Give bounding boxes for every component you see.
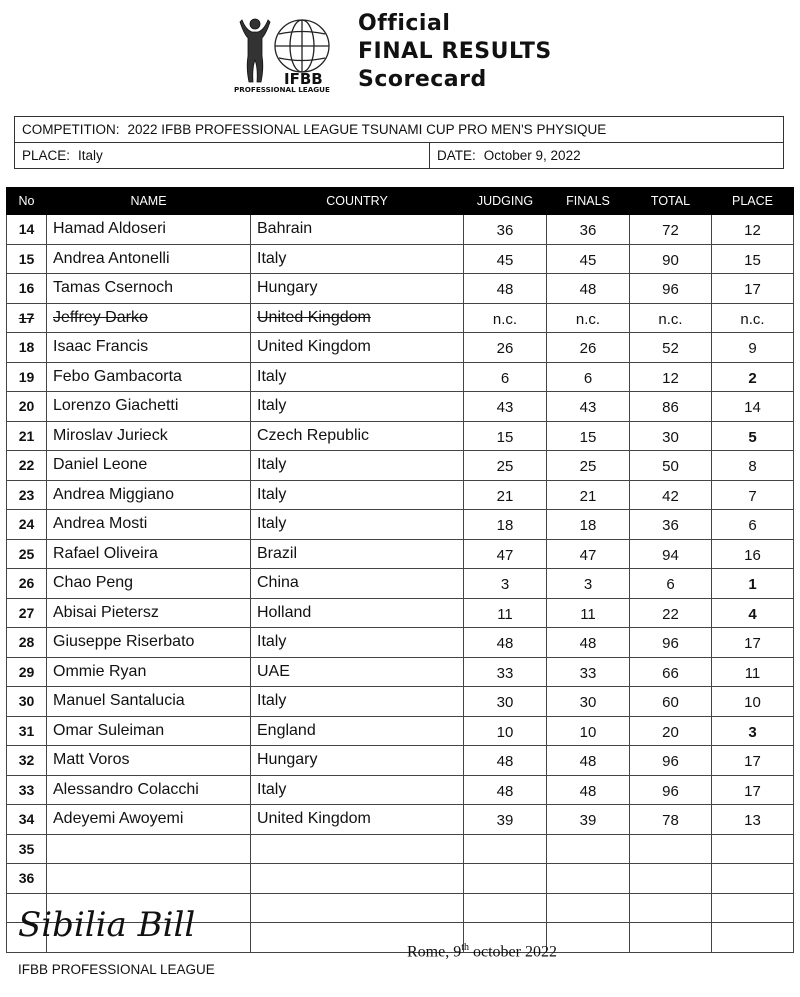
cell-country: Italy [251, 775, 464, 805]
table-row [7, 657, 794, 687]
cell-judging: 48 [464, 628, 547, 658]
cell-total: 20 [630, 716, 712, 746]
cell-no: 20 [7, 392, 47, 422]
date-cell [430, 143, 784, 169]
cell-judging: n.c. [464, 303, 547, 333]
results-table [6, 187, 794, 953]
table-row [7, 775, 794, 805]
date-label: DATE: [437, 148, 476, 163]
cell-name: Abisai Pietersz [47, 598, 251, 628]
cell-judging: 3 [464, 569, 547, 599]
cell-finals [547, 864, 630, 894]
cell-finals: 48 [547, 628, 630, 658]
cell-name: Hamad Aldoseri [47, 215, 251, 245]
cell-no: 29 [7, 657, 47, 687]
cell-no: 36 [7, 864, 47, 894]
cell-name: Jeffrey Darko [47, 303, 251, 333]
table-row [7, 864, 794, 894]
cell-total: 96 [630, 628, 712, 658]
cell-no: 34 [7, 805, 47, 835]
cell-total: 94 [630, 539, 712, 569]
cell-judging: 48 [464, 775, 547, 805]
cell-country: England [251, 716, 464, 746]
table-row [7, 421, 794, 451]
cell-finals: 6 [547, 362, 630, 392]
cell-finals [547, 834, 630, 864]
title-line-2: FINAL RESULTS [358, 39, 552, 64]
cell-no: 15 [7, 244, 47, 274]
cell-no: 16 [7, 274, 47, 304]
cell-place: 13 [712, 805, 794, 835]
cell-finals: n.c. [547, 303, 630, 333]
cell-country: Italy [251, 687, 464, 717]
table-row [7, 628, 794, 658]
cell-finals [547, 893, 630, 923]
signature-organization: IFBB PROFESSIONAL LEAGUE [18, 962, 215, 977]
cell-no: 19 [7, 362, 47, 392]
place-cell [15, 143, 430, 169]
cell-name [47, 864, 251, 894]
cell-finals: 26 [547, 333, 630, 363]
cell-total: 96 [630, 775, 712, 805]
results-body [7, 215, 794, 953]
cell-judging: 33 [464, 657, 547, 687]
table-row [7, 746, 794, 776]
place-value: Italy [78, 148, 103, 163]
cell-total: 22 [630, 598, 712, 628]
cell-place: n.c. [712, 303, 794, 333]
cell-place: 7 [712, 480, 794, 510]
date-value: October 9, 2022 [483, 148, 581, 163]
table-row [7, 539, 794, 569]
cell-place: 15 [712, 244, 794, 274]
cell-name: Isaac Francis [47, 333, 251, 363]
cell-country: Italy [251, 362, 464, 392]
cell-total [630, 893, 712, 923]
cell-place: 6 [712, 510, 794, 540]
cell-total: 96 [630, 746, 712, 776]
cell-name: Febo Gambacorta [47, 362, 251, 392]
title-line-1: Official [358, 11, 451, 36]
cell-total: 86 [630, 392, 712, 422]
cell-finals [547, 923, 630, 953]
cell-name: Adeyemi Awoyemi [47, 805, 251, 835]
cell-total: 52 [630, 333, 712, 363]
header-finals: FINALS [547, 188, 630, 215]
table-header-row [7, 188, 794, 215]
globe-icon [275, 20, 329, 72]
header-place: PLACE [712, 188, 794, 215]
cell-name: Ommie Ryan [47, 657, 251, 687]
cell-finals: 48 [547, 746, 630, 776]
cell-judging: 48 [464, 274, 547, 304]
cell-judging: 11 [464, 598, 547, 628]
cell-judging: 45 [464, 244, 547, 274]
cell-no: 24 [7, 510, 47, 540]
cell-total: 6 [630, 569, 712, 599]
header-no: No [7, 188, 47, 215]
header-country: COUNTRY [251, 188, 464, 215]
cell-judging: 43 [464, 392, 547, 422]
cell-no: 26 [7, 569, 47, 599]
cell-finals: 33 [547, 657, 630, 687]
document-title [358, 10, 552, 94]
cell-country: United Kingdom [251, 333, 464, 363]
cell-country: Italy [251, 628, 464, 658]
cell-place: 11 [712, 657, 794, 687]
cell-country: Italy [251, 244, 464, 274]
table-row [7, 805, 794, 835]
cell-no: 33 [7, 775, 47, 805]
cell-country: United Kingdom [251, 303, 464, 333]
table-row [7, 333, 794, 363]
cell-judging: 15 [464, 421, 547, 451]
cell-country [251, 834, 464, 864]
cell-total: 66 [630, 657, 712, 687]
cell-place: 14 [712, 392, 794, 422]
competition-info-box [14, 116, 784, 169]
cell-name: Chao Peng [47, 569, 251, 599]
cell-no: 17 [7, 303, 47, 333]
cell-finals: 10 [547, 716, 630, 746]
cell-no: 21 [7, 421, 47, 451]
cell-place: 2 [712, 362, 794, 392]
cell-total: 42 [630, 480, 712, 510]
cell-country: Italy [251, 480, 464, 510]
cell-country: Italy [251, 451, 464, 481]
cell-judging: 47 [464, 539, 547, 569]
table-row [7, 244, 794, 274]
cell-finals: 47 [547, 539, 630, 569]
cell-total: 50 [630, 451, 712, 481]
cell-place: 17 [712, 775, 794, 805]
place-date [407, 942, 557, 961]
cell-no: 22 [7, 451, 47, 481]
cell-name: Andrea Miggiano [47, 480, 251, 510]
cell-place: 12 [712, 215, 794, 245]
cell-place: 17 [712, 628, 794, 658]
cell-no: 31 [7, 716, 47, 746]
cell-no: 18 [7, 333, 47, 363]
cell-judging [464, 893, 547, 923]
cell-name: Matt Voros [47, 746, 251, 776]
cell-total: 78 [630, 805, 712, 835]
cell-judging: 18 [464, 510, 547, 540]
cell-name: Miroslav Jurieck [47, 421, 251, 451]
header-name: NAME [47, 188, 251, 215]
cell-place: 16 [712, 539, 794, 569]
cell-place: 4 [712, 598, 794, 628]
competition-label: COMPETITION: [22, 122, 120, 137]
cell-place: 17 [712, 746, 794, 776]
cell-country: UAE [251, 657, 464, 687]
cell-name: Tamas Csernoch [47, 274, 251, 304]
cell-no: 27 [7, 598, 47, 628]
cell-judging: 36 [464, 215, 547, 245]
cell-name: Lorenzo Giachetti [47, 392, 251, 422]
table-row [7, 362, 794, 392]
cell-country: China [251, 569, 464, 599]
table-row [7, 569, 794, 599]
header-total: TOTAL [630, 188, 712, 215]
signature: Sibilia Bill [18, 905, 196, 945]
place-date-suffix: th [461, 942, 469, 953]
table-row [7, 303, 794, 333]
logo-text: IFBB [284, 70, 323, 88]
cell-no: 32 [7, 746, 47, 776]
cell-country: Italy [251, 510, 464, 540]
cell-no: 28 [7, 628, 47, 658]
place-date-main: Rome, 9 [407, 943, 462, 961]
cell-finals: 15 [547, 421, 630, 451]
cell-no: 25 [7, 539, 47, 569]
cell-total: 12 [630, 362, 712, 392]
cell-total [630, 923, 712, 953]
cell-place: 10 [712, 687, 794, 717]
cell-finals: 36 [547, 215, 630, 245]
cell-name: Andrea Mosti [47, 510, 251, 540]
cell-total: 30 [630, 421, 712, 451]
cell-country: Brazil [251, 539, 464, 569]
cell-country: Hungary [251, 746, 464, 776]
cell-judging: 25 [464, 451, 547, 481]
table-row [7, 716, 794, 746]
cell-total [630, 834, 712, 864]
table-row [7, 598, 794, 628]
cell-place: 8 [712, 451, 794, 481]
cell-finals: 48 [547, 274, 630, 304]
cell-name: Rafael Oliveira [47, 539, 251, 569]
cell-place [712, 923, 794, 953]
cell-finals: 11 [547, 598, 630, 628]
cell-judging [464, 834, 547, 864]
cell-judging: 39 [464, 805, 547, 835]
table-row [7, 687, 794, 717]
place-date-rest: october 2022 [469, 943, 557, 961]
cell-finals: 39 [547, 805, 630, 835]
cell-country [251, 864, 464, 894]
table-row [7, 510, 794, 540]
cell-name: Alessandro Colacchi [47, 775, 251, 805]
cell-name: Manuel Santalucia [47, 687, 251, 717]
cell-country: Czech Republic [251, 421, 464, 451]
cell-judging: 26 [464, 333, 547, 363]
cell-place [712, 834, 794, 864]
competition-value: 2022 IFBB PROFESSIONAL LEAGUE TSUNAMI CUP PRO MEN'S PHYSIQUE [127, 122, 607, 137]
logo-subtext: PROFESSIONAL LEAGUE [234, 85, 330, 94]
cell-total: 72 [630, 215, 712, 245]
cell-name: Omar Suleiman [47, 716, 251, 746]
table-row [7, 392, 794, 422]
title-line-3: Scorecard [358, 67, 487, 92]
table-row [7, 215, 794, 245]
cell-finals: 25 [547, 451, 630, 481]
cell-place: 1 [712, 569, 794, 599]
cell-name: Daniel Leone [47, 451, 251, 481]
cell-country [251, 893, 464, 923]
cell-total: 60 [630, 687, 712, 717]
cell-no: 35 [7, 834, 47, 864]
cell-place [712, 864, 794, 894]
cell-place: 5 [712, 421, 794, 451]
cell-no: 30 [7, 687, 47, 717]
cell-country: Italy [251, 392, 464, 422]
cell-finals: 3 [547, 569, 630, 599]
competition-cell [15, 117, 784, 143]
cell-judging: 48 [464, 746, 547, 776]
table-row [7, 834, 794, 864]
cell-judging [464, 864, 547, 894]
cell-name: Giuseppe Riserbato [47, 628, 251, 658]
cell-country: United Kingdom [251, 805, 464, 835]
table-row [7, 451, 794, 481]
cell-finals: 48 [547, 775, 630, 805]
cell-finals: 43 [547, 392, 630, 422]
cell-no: 23 [7, 480, 47, 510]
table-row [7, 274, 794, 304]
cell-country: Holland [251, 598, 464, 628]
cell-judging: 6 [464, 362, 547, 392]
cell-place: 9 [712, 333, 794, 363]
cell-total: 96 [630, 274, 712, 304]
cell-total [630, 864, 712, 894]
cell-finals: 21 [547, 480, 630, 510]
cell-place: 17 [712, 274, 794, 304]
place-label: PLACE: [22, 148, 71, 163]
cell-judging: 10 [464, 716, 547, 746]
table-row [7, 480, 794, 510]
cell-no: 14 [7, 215, 47, 245]
cell-judging: 21 [464, 480, 547, 510]
cell-total: 90 [630, 244, 712, 274]
header-judging: JUDGING [464, 188, 547, 215]
cell-finals: 45 [547, 244, 630, 274]
cell-judging: 30 [464, 687, 547, 717]
cell-total: n.c. [630, 303, 712, 333]
cell-name [47, 834, 251, 864]
cell-finals: 18 [547, 510, 630, 540]
cell-total: 36 [630, 510, 712, 540]
bodybuilder-figure-icon [240, 19, 270, 82]
ifbb-logo [228, 12, 348, 94]
cell-place: 3 [712, 716, 794, 746]
cell-place [712, 893, 794, 923]
cell-country: Bahrain [251, 215, 464, 245]
cell-name: Andrea Antonelli [47, 244, 251, 274]
cell-finals: 30 [547, 687, 630, 717]
cell-country: Hungary [251, 274, 464, 304]
